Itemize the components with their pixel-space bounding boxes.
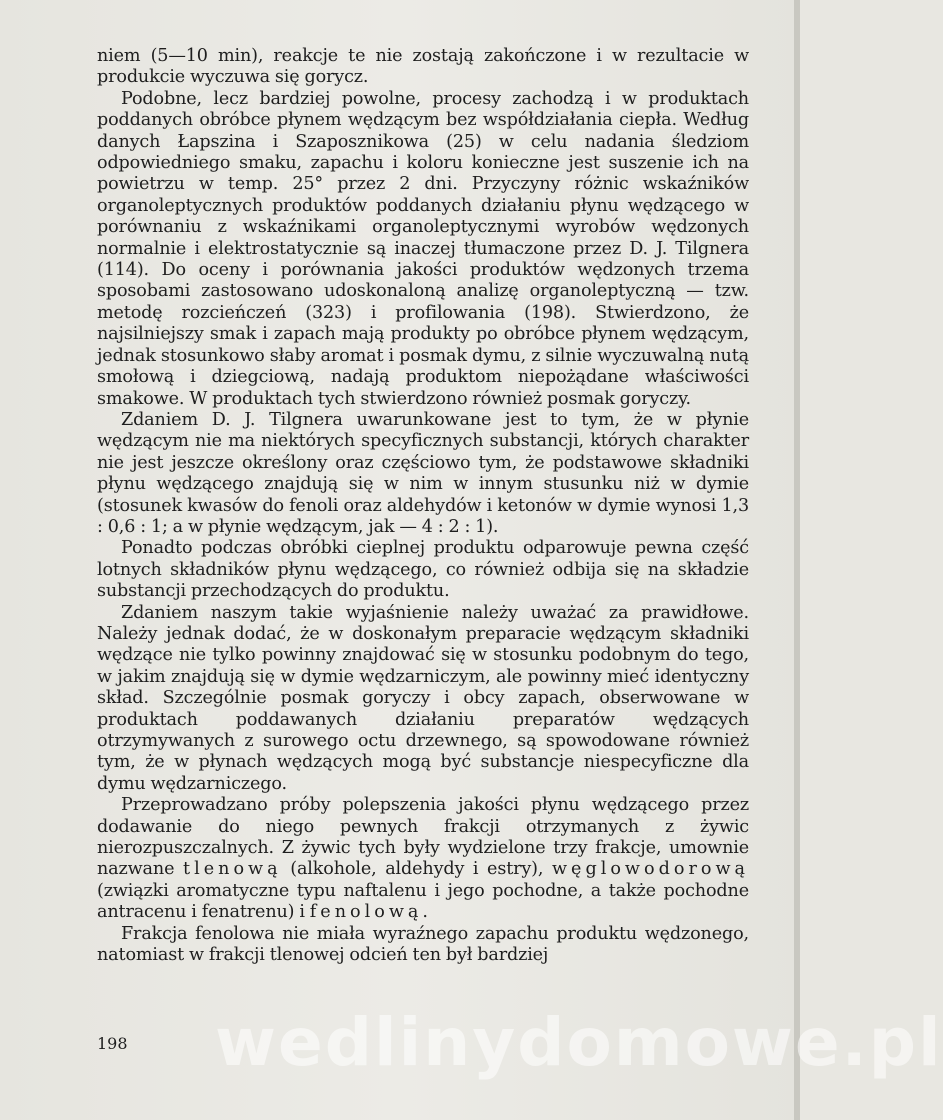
paragraph-6 bbox=[97, 795, 749, 923]
page-edge bbox=[794, 0, 800, 1120]
paragraph-6-part-g: . bbox=[422, 902, 428, 923]
paragraph-6-part-c: (alkohole, aldehydy i estry), bbox=[281, 859, 552, 880]
paragraph-7: Frakcja fenolowa nie miała wyraźnego zapachu produktu wędzonego, natomiast w frakcji tlenowej odcień ten był bardziej bbox=[97, 923, 749, 966]
term-fenolowa: fenolową bbox=[309, 902, 423, 923]
paragraph-6-part-e: (związki aromatyczne typu naftalenu i jego pochodne, a także pochodne antracenu i fenatrenu) i bbox=[97, 880, 749, 923]
paragraph-4: Ponadto podczas obróbki cieplnej produktu odparowuje pewna część lotnych składników płynu wędzącego, co również odbija się na składzie substancji przechodzących do produktu. bbox=[97, 538, 749, 602]
watermark: wedlinydomowe.pl bbox=[215, 1004, 943, 1081]
term-weglowodorowa: węglowodorową bbox=[551, 859, 749, 880]
paragraph-6-part-a: Przeprowadzano próby polepszenia jakości płynu wędzącego przez dodawanie do niego pewnych frakcji otrzymanych z żywic nierozpuszczalnych. Z żywic tych były wydzielone trzy frakcje, umownie nazwane bbox=[97, 795, 749, 880]
term-tlenowa: tlenową bbox=[183, 859, 282, 880]
paragraph-3: Zdaniem D. J. Tilgnera uwarunkowane jest to tym, że w płynie wędzącym nie ma niektórych specyficznych substancji, których charakter nie jest jeszcze określony oraz częściowo tym, że podstawowe składniki płynu wędzącego znajdują się w nim w innym stusunku niż w dymie (stosunek kwasów do fenoli oraz aldehydów i ketonów w dymie wynosi 1,3 : 0,6 : 1; a w płynie wędzącym, jak — 4 : 2 : 1). bbox=[97, 409, 749, 537]
paragraph-5: Zdaniem naszym takie wyjaśnienie należy uważać za prawidłowe. Należy jednak dodać, że w doskonałym preparacie wędzącym składniki wędzące nie tylko powinny znajdować się w stosunku podobnym do tego, w jakim znajdują się w dymie wędzarniczym, ale powinny mieć identyczny skład. Szczególnie posmak goryczy i obcy zapach, obserwowane w produktach poddawanych działaniu preparatów wędzących otrzymywanych z surowego octu drzewnego, są spowodowane również tym, że w płynach wędzących mogą być substancje niespecyficzne dla dymu wędzarniczego. bbox=[97, 602, 749, 794]
body-text bbox=[97, 46, 749, 966]
paragraph-1: niem (5—10 min), reakcje te nie zostają zakończone i w rezultacie w produkcie wyczuwa się gorycz. bbox=[97, 46, 749, 88]
paragraph-2: Podobne, lecz bardziej powolne, procesy zachodzą i w produktach poddanych obróbce płynem wędzącym bez współdziałania ciepła. Według danych Łapszina i Szaposznikowa (25) w celu nadania śledziom odpowiedniego smaku, zapachu i koloru konieczne jest suszenie ich na powietrzu w temp. 25° przez 2 dni. Przyczyny różnic wskaźników organoleptycznych produktów poddanych działaniu płynu wędzącego w porównaniu z wskaźnikami organoleptycznymi wyrobów wędzonych normalnie i elektrostatycznie są inaczej tłumaczone przez D. J. Tilgnera (114). Do oceny i porównania jakości produktów wędzonych trzema sposobami zastosowano udoskonaloną analizę organoleptyczną — tzw. metodę rozcieńczeń (323) i profilowania (198). Stwierdzono, że najsilniejszy smak i zapach mają produkty po obróbce płynem wędzącym, jednak stosunkowo słaby aromat i posmak dymu, z silnie wyczuwalną nutą smołową i dziegciową, nadają produktom niepożądane właściwości smakowe. W produktach tych stwierdzono również posmak goryczy. bbox=[97, 88, 749, 409]
page-number: 198 bbox=[97, 1034, 128, 1053]
